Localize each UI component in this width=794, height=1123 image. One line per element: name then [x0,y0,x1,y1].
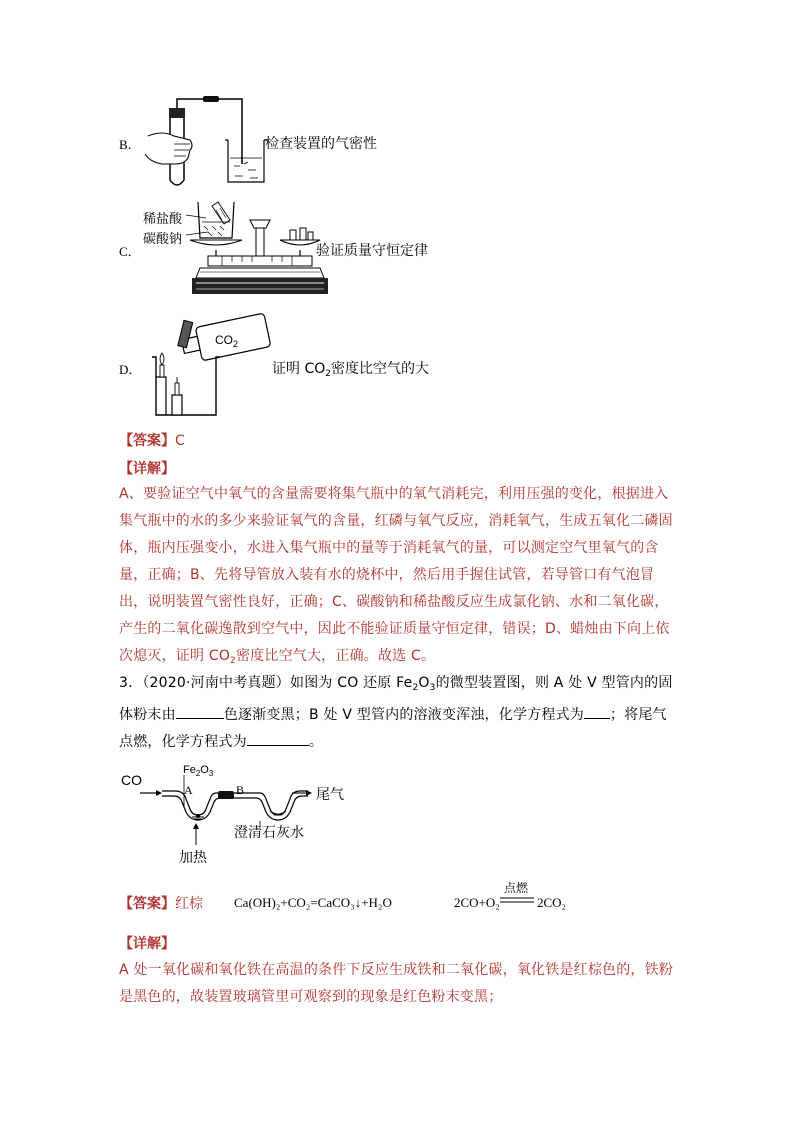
blank-equation-2[interactable] [247,745,309,746]
co2-bottle-label: $CO_2$ [215,333,239,349]
option-d-caption: 证明 $CO_2$密度比空气的大 [272,361,429,379]
v-tube-apparatus [120,775,320,845]
equation-2-left: 2CO+O₂ [454,895,500,910]
airtightness-apparatus [140,92,270,192]
answer-3 [119,893,203,913]
point-a-label: A [184,783,193,797]
reagent-hydrochloric-acid: 稀盐酸 [143,212,183,227]
blank-equation-1[interactable] [584,718,610,719]
detail-tag-3: 【详解】 [119,936,175,952]
equation-2-right: 2CO₂ [537,895,567,910]
answer-tag: 【答案】 [119,896,175,912]
option-c-caption: 验证质量守恒定律 [316,243,428,259]
answer-value: 红棕 [175,896,203,912]
point-b-label: B [236,783,245,797]
equation-1: Ca(OH)₂+CO₂=CaCO₃↓+H₂O [234,895,392,910]
limewater-label: 澄清石灰水 [234,825,304,841]
detail-tag-1: 【详解】 [119,461,175,477]
option-b-label: B． [119,137,141,152]
answer-value: C [175,433,185,449]
fe2o3-label: $Fe_2O_3$ [183,764,214,778]
equation-2-equals [500,896,534,904]
heat-label: 加热 [179,850,207,866]
option-d-label: D． [119,362,142,377]
tail-gas-label: 尾气 [316,787,344,803]
balance-apparatus [186,196,316,298]
co2-density-apparatus [148,315,268,417]
reagent-sodium-carbonate: 碳酸钠 [143,232,183,247]
equation-2-condition: 点燃 [504,881,529,895]
detail-3-text: A 处一氧化碳和氧化铁在高温的条件下反应生成铁和二氧化碳，氧化铁是红棕色的，铁粉是黑色的，故装置玻璃管里可观察到的现象是红色粉末变黑； [119,962,674,1005]
option-b-caption: 检查装置的气密性 [265,136,377,152]
co-label: CO [121,772,142,788]
answer-1 [119,430,185,450]
detail-1-text: A、要验证空气中氧气的含量需要将集气瓶中的氧气消耗完，利用压强的变化，根据进入集气瓶中的水的多少来验证氧气的含量，红磷与氧气反应，消耗氧气，生成五氧化二磷固体，瓶内压强变小，水进入集气瓶中的量等于消耗氧气的量，可以测定空气里氧气的含量，正确；B、先将导管放入装有水的烧杯中，然后用手握住试管，若导管口有气泡冒出，说明装置气密性良好，正确；C、碳酸钠和稀盐酸反应生成氯化钠、水和二氧化碳，产生的二氧化碳逸散到空气中，因此不能验证质量守恒定律，错误；D、蜡烛由下向上依次熄灭，证明 $CO_2$密度比空气大，正确。故选 C。 [119,486,673,666]
blank-color[interactable] [176,718,224,719]
question-3: 3．（2020·河南中考真题）如图为 CO 还原 $Fe_2O_3$的微型装置图，则 A 处 V 型管内的固体粉末由 色逐渐变黑；B 处 V 型管内的溶液变浑浊，化学方程式为 ；将尾气点燃，化学方程式为 。 [119,675,673,750]
answer-tag: 【答案】 [119,433,175,449]
option-c-label: C． [119,244,141,259]
